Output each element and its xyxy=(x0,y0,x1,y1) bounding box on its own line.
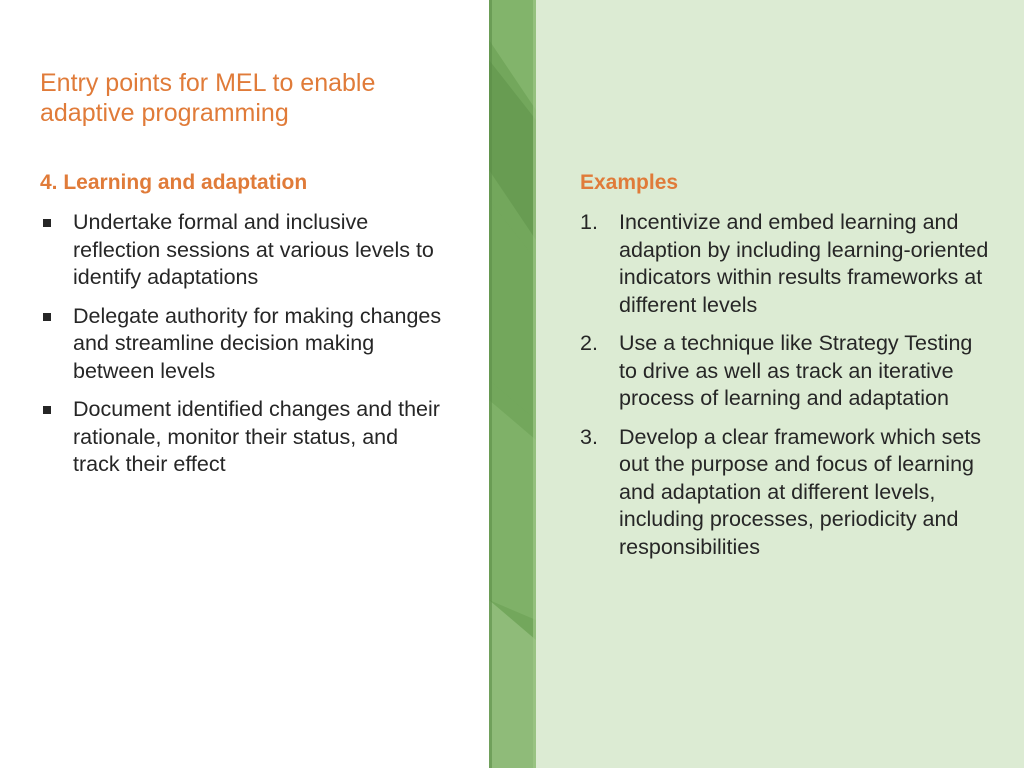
bullet-item xyxy=(40,396,450,479)
divider-band-graphic xyxy=(489,0,536,768)
example-text: Develop a clear framework which sets out the purpose and focus of learning and adaptation at different levels, including processes, periodicity and responsibilities xyxy=(619,424,982,559)
example-item xyxy=(580,209,990,319)
bullet-item xyxy=(40,303,450,386)
left-section-heading: 4. Learning and adaptation xyxy=(40,171,308,194)
bullet-item xyxy=(40,209,450,292)
examples-heading: Examples xyxy=(580,171,679,194)
bullet-text: Document identified changes and their rationale, monitor their status, and track their effect xyxy=(73,397,440,476)
examples-list xyxy=(580,209,990,572)
left-bullet-list xyxy=(40,209,450,490)
example-item xyxy=(580,424,990,562)
example-text: Use a technique like Strategy Testing to drive as well as track an iterative process of learning and adaptation xyxy=(619,331,973,410)
example-number: 2. xyxy=(580,331,598,355)
square-bullet-icon xyxy=(43,313,51,321)
example-number: 3. xyxy=(580,424,598,449)
example-item xyxy=(580,330,990,413)
square-bullet-icon xyxy=(43,219,51,227)
green-divider-band xyxy=(489,0,536,768)
example-number: 1. xyxy=(580,210,598,234)
bullet-text: Undertake formal and inclusive reflection sessions at various levels to identify adaptations xyxy=(73,210,434,289)
slide-title: Entry points for MEL to enable adaptive programming xyxy=(40,69,376,127)
example-text: Incentivize and embed learning and adaption by including learning-oriented indicators within results frameworks at different levels xyxy=(619,210,989,317)
bullet-text: Delegate authority for making changes and streamline decision making between levels xyxy=(73,303,442,383)
square-bullet-icon xyxy=(43,406,51,414)
